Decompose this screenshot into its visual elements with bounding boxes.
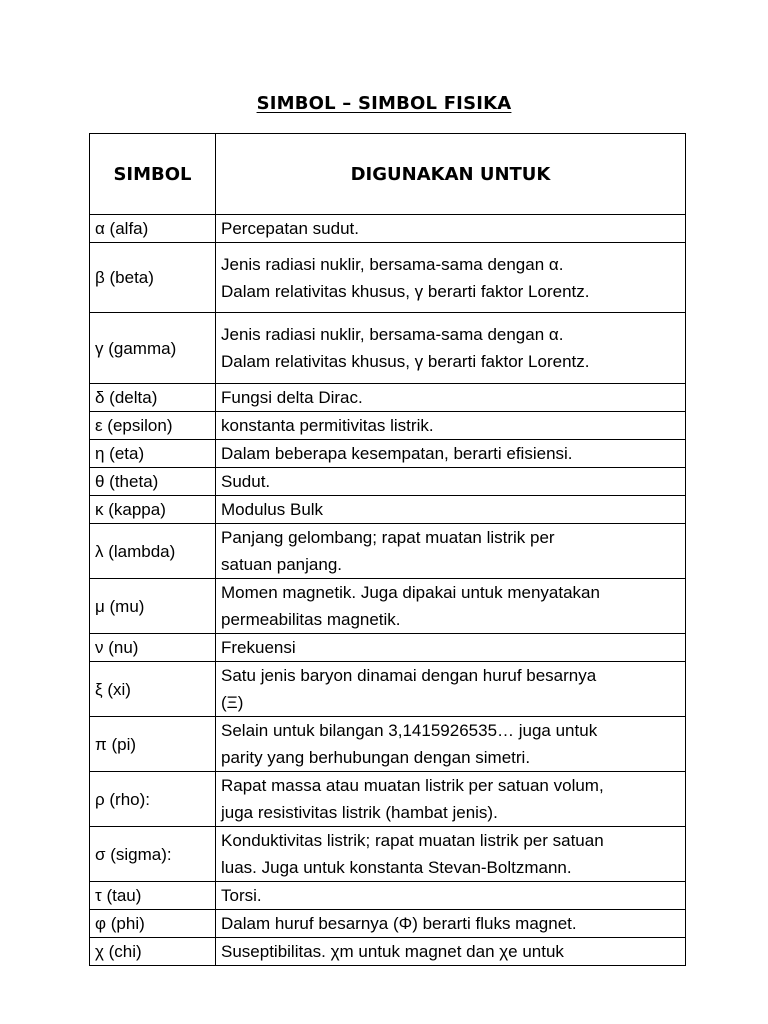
usage-line: Fungsi delta Dirac. [221, 388, 363, 407]
usage-line: Momen magnetik. Juga dipakai untuk menyatakan [221, 583, 600, 602]
symbol-cell: ξ (xi) [90, 662, 216, 717]
usage-line: Rapat massa atau muatan listrik per satuan volum, [221, 776, 604, 795]
usage-line: Dalam huruf besarnya (Φ) berarti fluks magnet. [221, 914, 577, 933]
symbol-cell: κ (kappa) [90, 496, 216, 524]
usage-line: Satu jenis baryon dinamai dengan huruf besarnya [221, 666, 597, 685]
usage-line: Panjang gelombang; rapat muatan listrik per [221, 528, 555, 547]
table-row [90, 882, 686, 910]
usage-cell [216, 384, 686, 412]
table-row [90, 662, 686, 717]
symbols-table [89, 133, 686, 966]
table-body [90, 215, 686, 966]
table-row [90, 313, 686, 384]
usage-cell [216, 634, 686, 662]
table-row [90, 468, 686, 496]
usage-cell [216, 313, 686, 384]
usage-cell [216, 882, 686, 910]
usage-line: satuan panjang. [221, 555, 342, 574]
table-row [90, 496, 686, 524]
table-row [90, 827, 686, 882]
usage-line: (Ξ) [221, 693, 244, 712]
symbol-cell: β (beta) [90, 243, 216, 313]
usage-line: Jenis radiasi nuklir, bersama-sama dengan α. [221, 254, 564, 274]
usage-cell [216, 468, 686, 496]
usage-line: Suseptibilitas. χm untuk magnet dan χe untuk [221, 942, 564, 961]
table-row [90, 579, 686, 634]
symbol-cell: σ (sigma): [90, 827, 216, 882]
table-row [90, 412, 686, 440]
symbol-cell: ν (nu) [90, 634, 216, 662]
symbol-cell: γ (gamma) [90, 313, 216, 384]
usage-line: parity yang berhubungan dengan simetri. [221, 748, 531, 767]
usage-line: permeabilitas magnetik. [221, 610, 401, 629]
symbol-cell: χ (chi) [90, 938, 216, 966]
symbol-cell: δ (delta) [90, 384, 216, 412]
table-row [90, 634, 686, 662]
document-title: SIMBOL – SIMBOL FISIKA [256, 93, 512, 114]
symbol-cell: ρ (rho): [90, 772, 216, 827]
symbol-cell: ε (epsilon) [90, 412, 216, 440]
table-row [90, 938, 686, 966]
usage-line: Torsi. [221, 886, 262, 905]
usage-cell [216, 910, 686, 938]
table-header-row [90, 134, 686, 215]
usage-cell [216, 827, 686, 882]
table-row [90, 772, 686, 827]
usage-line: luas. Juga untuk konstanta Stevan-Boltzmann. [221, 858, 572, 877]
table-row [90, 717, 686, 772]
table-row [90, 440, 686, 468]
usage-cell [216, 717, 686, 772]
usage-cell [216, 662, 686, 717]
usage-line: Percepatan sudut. [221, 219, 359, 238]
table-row [90, 910, 686, 938]
usage-cell [216, 772, 686, 827]
usage-cell [216, 938, 686, 966]
table-row [90, 384, 686, 412]
usage-cell [216, 496, 686, 524]
usage-cell [216, 243, 686, 313]
table-row [90, 243, 686, 313]
table-row [90, 524, 686, 579]
symbol-cell: φ (phi) [90, 910, 216, 938]
symbol-cell: η (eta) [90, 440, 216, 468]
symbol-cell: λ (lambda) [90, 524, 216, 579]
usage-cell [216, 412, 686, 440]
symbol-cell: α (alfa) [90, 215, 216, 243]
usage-cell [216, 215, 686, 243]
usage-line: Frekuensi [221, 638, 296, 657]
usage-line: Dalam relativitas khusus, γ berarti faktor Lorentz. [221, 281, 590, 301]
usage-line: konstanta permitivitas listrik. [221, 416, 434, 435]
symbol-cell: μ (mu) [90, 579, 216, 634]
usage-cell [216, 440, 686, 468]
usage-line: Dalam beberapa kesempatan, berarti efisiensi. [221, 444, 573, 463]
table-row [90, 215, 686, 243]
usage-line: Konduktivitas listrik; rapat muatan listrik per satuan [221, 831, 604, 850]
usage-line: juga resistivitas listrik (hambat jenis). [221, 803, 498, 822]
usage-cell [216, 579, 686, 634]
symbol-cell: τ (tau) [90, 882, 216, 910]
header-symbol: SIMBOL [90, 134, 216, 215]
usage-line: Selain untuk bilangan 3,1415926535… juga untuk [221, 721, 598, 740]
symbol-cell: θ (theta) [90, 468, 216, 496]
usage-line: Jenis radiasi nuklir, bersama-sama dengan α. [221, 325, 564, 344]
usage-cell [216, 524, 686, 579]
symbol-cell: π (pi) [90, 717, 216, 772]
header-usage: DIGUNAKAN UNTUK [216, 134, 686, 215]
usage-line: Dalam relativitas khusus, γ berarti faktor Lorentz. [221, 352, 590, 371]
usage-line: Modulus Bulk [221, 500, 324, 519]
usage-line: Sudut. [221, 472, 271, 491]
